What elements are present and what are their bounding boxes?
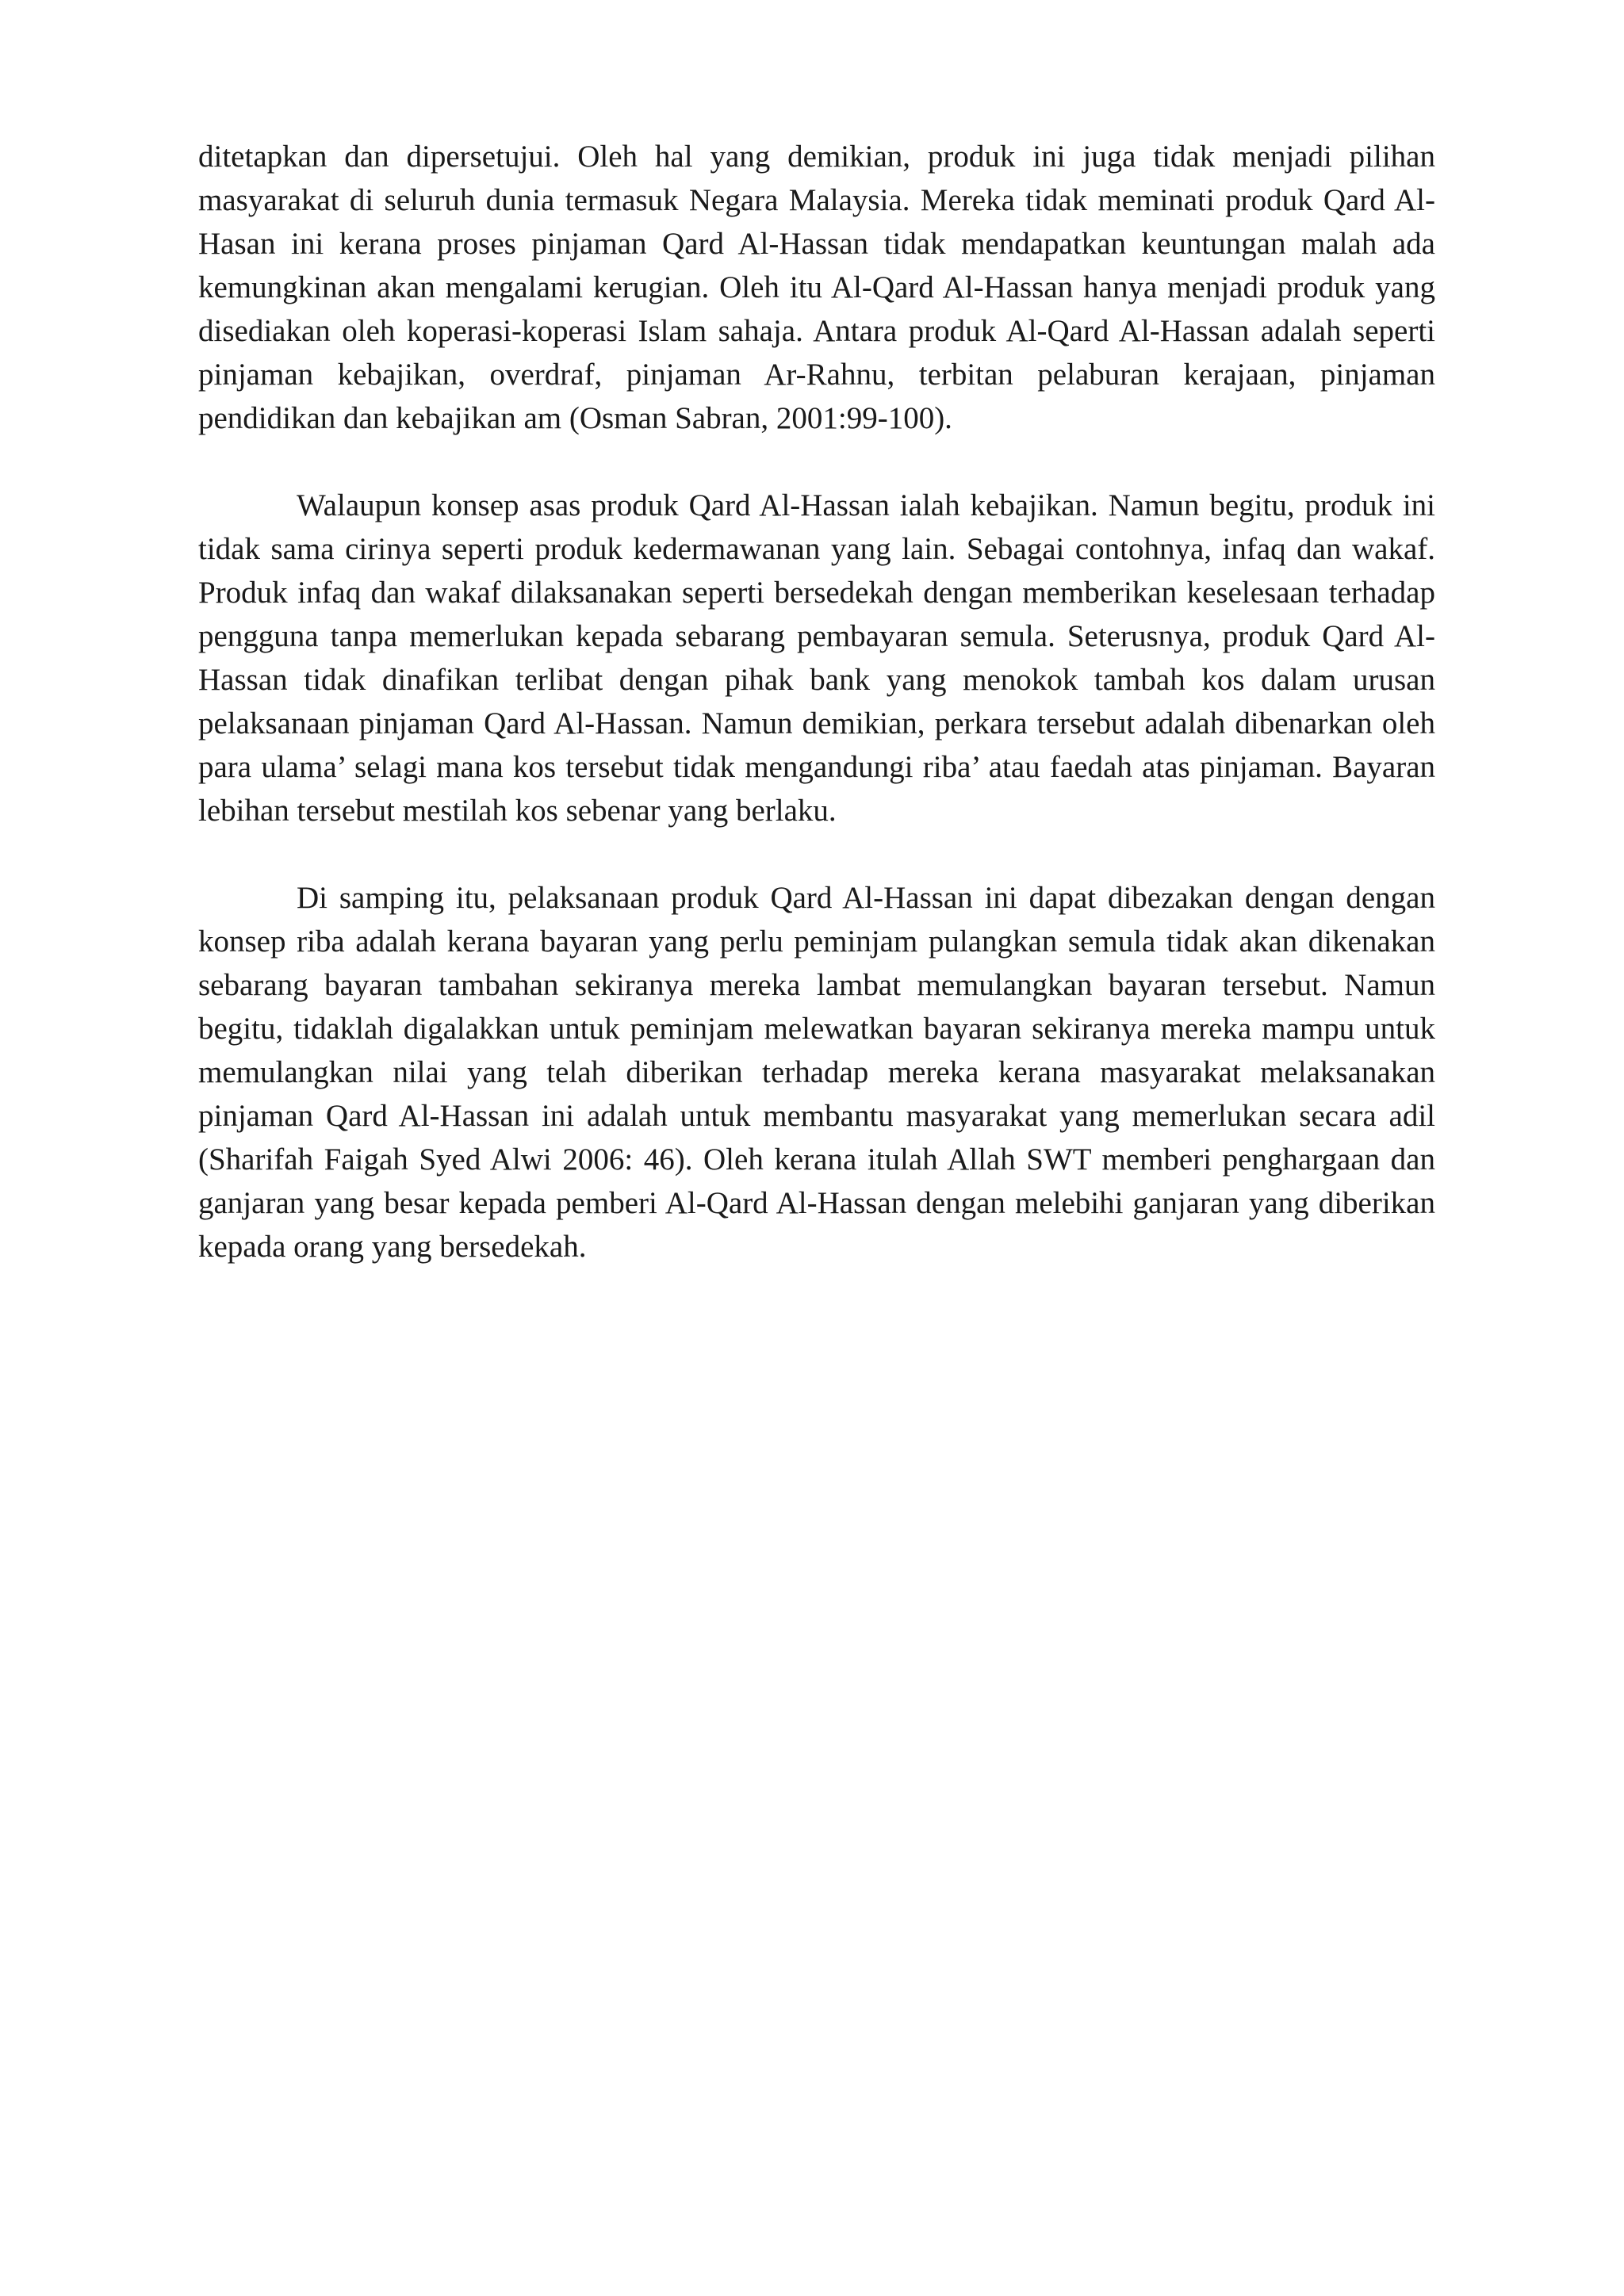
paragraph-konsep-kebajikan: Walaupun konsep asas produk Qard Al-Hassan ialah kebajikan. Namun begitu, produk ini tidak sama cirinya seperti produk kedermawanan yang lain. Sebagai contohnya, infaq dan wakaf. Produk infaq dan wakaf dilaksanakan seperti bersedekah dengan memberikan keselesaan terhadap pengguna tanpa memerlukan kepada sebarang pembayaran semula. Seterusnya, produk Qard Al-Hassan tidak dinafikan terlibat dengan pihak bank yang menokok tambah kos dalam urusan pelaksanaan pinjaman Qard Al-Hassan. Namun demikian, perkara tersebut adalah dibenarkan oleh para ulama’ selagi mana kos tersebut tidak mengandungi riba’ atau faedah atas pinjaman. Bayaran lebihan tersebut mestilah kos sebenar yang berlaku. [198, 488, 1435, 828]
paragraph-continuation: ditetapkan dan dipersetujui. Oleh hal yang demikian, produk ini juga tidak menjadi pilihan masyarakat di seluruh dunia termasuk Negara Malaysia. Mereka tidak meminati produk Qard Al-Hasan ini kerana proses pinjaman Qard Al-Hassan tidak mendapatkan keuntungan malah ada kemungkinan akan mengalami kerugian. Oleh itu Al-Qard Al-Hassan hanya menjadi produk yang disediakan oleh koperasi-koperasi Islam sahaja. Antara produk Al-Qard Al-Hassan adalah seperti pinjaman kebajikan, overdraf, pinjaman Ar-Rahnu, terbitan pelaburan kerajaan, pinjaman pendidikan dan kebajikan am (Osman Sabran, 2001:99-100). [198, 140, 1435, 435]
document-body [198, 135, 1435, 1312]
paragraph-beza-riba: Di samping itu, pelaksanaan produk Qard Al-Hassan ini dapat dibezakan dengan dengan konsep riba adalah kerana bayaran yang perlu peminjam pulangkan semula tidak akan dikenakan sebarang bayaran tambahan sekiranya mereka lambat memulangkan bayaran tersebut. Namun begitu, tidaklah digalakkan untuk peminjam melewatkan bayaran sekiranya mereka mampu untuk memulangkan nilai yang telah diberikan terhadap mereka kerana masyarakat melaksanakan pinjaman Qard Al-Hassan ini adalah untuk membantu masyarakat yang memerlukan secara adil (Sharifah Faigah Syed Alwi 2006: 46). Oleh kerana itulah Allah SWT memberi penghargaan dan ganjaran yang besar kepada pemberi Al-Qard Al-Hassan dengan melebihi ganjaran yang diberikan kepada orang yang bersedekah. [198, 881, 1435, 1264]
